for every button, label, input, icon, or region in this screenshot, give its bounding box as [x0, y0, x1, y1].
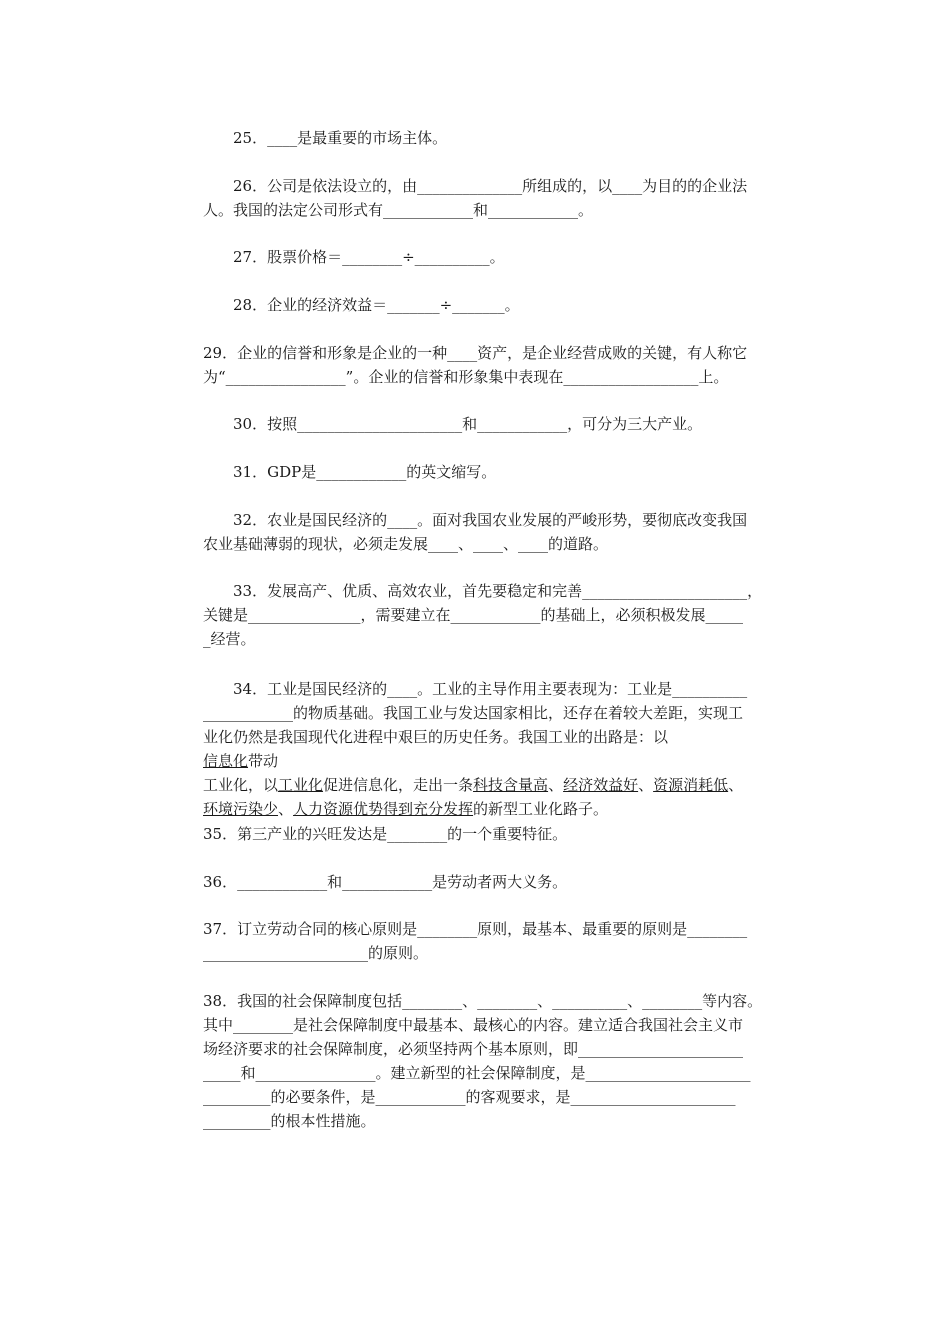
question-34 — [203, 677, 803, 821]
underlined-answer: 经济效益好 — [563, 776, 639, 794]
question-text: 38．我国的社会保障制度包括________、________、__________、________等内容。 — [203, 992, 763, 1010]
question-text: 34．工业是国民经济的____。工业的主导作用主要表现为：工业是__________ — [233, 680, 748, 698]
question-text: _经营。 — [203, 630, 256, 648]
question-text: 25．____是最重要的市场主体。 — [233, 129, 448, 147]
question-33 — [203, 579, 803, 651]
question-text: 30．按照______________________和____________，可分为三大产业。 — [233, 415, 703, 433]
question-text: 业化仍然是我国现代化进程中艰巨的历史任务。我国工业的出路是：以 — [203, 728, 669, 746]
question-text: ______________________的原则。 — [203, 944, 429, 962]
question-31 — [203, 460, 803, 484]
question-text: 的新型工业化路子。 — [473, 800, 609, 818]
underlined-answer: 人力资源优势得到充分发挥 — [293, 800, 474, 818]
underlined-answer: 工业化 — [278, 776, 324, 794]
question-text: 、 — [638, 776, 654, 794]
question-text: ____________的物质基础。我国工业与发达国家相比，还存在着较大差距，实现工 — [203, 704, 744, 722]
question-text: 29．企业的信誉和形象是企业的一种____资产，是企业经营成败的关键，有人称它 — [203, 344, 748, 362]
question-28 — [203, 293, 803, 317]
question-35 — [203, 822, 803, 846]
question-text: 工业化，以 — [203, 776, 279, 794]
question-25 — [203, 126, 803, 150]
question-text: 37．订立劳动合同的核心原则是________原则，最基本、最重要的原则是________ — [203, 920, 748, 938]
question-26 — [203, 174, 803, 222]
underlined-answer: 科技含量高 — [473, 776, 549, 794]
underlined-answer: 资源消耗低 — [653, 776, 729, 794]
question-text: 32．农业是国民经济的____。面对我国农业发展的严峻形势，要彻底改变我国 — [233, 511, 748, 529]
question-30 — [203, 412, 803, 436]
question-text: 、 — [278, 800, 294, 818]
question-text: 35．第三产业的兴旺发达是________的一个重要特征。 — [203, 825, 568, 843]
question-text: _________的根本性措施。 — [203, 1112, 376, 1130]
question-text: _________的必要条件，是____________的客观要求，是______________________ — [203, 1088, 736, 1106]
question-text: 为“________________”。企业的信誉和形象集中表现在__________________上。 — [203, 368, 729, 386]
underlined-answer: 环境污染少 — [203, 800, 279, 818]
question-text: 27．股票价格＝________÷__________。 — [233, 248, 505, 266]
question-text: _____和________________。建立新型的社会保障制度，是______________________ — [203, 1064, 751, 1082]
question-text: 36．____________和____________是劳动者两大义务。 — [203, 873, 568, 891]
question-27 — [203, 245, 803, 269]
question-38 — [203, 989, 803, 1133]
question-text: 其中________是社会保障制度中最基本、最核心的内容。建立适合我国社会主义市 — [203, 1016, 744, 1034]
question-text: 人。我国的法定公司形式有____________和____________。 — [203, 201, 594, 219]
question-text: 、 — [548, 776, 564, 794]
question-text: 26．公司是依法设立的，由______________所组成的，以____为目的的企业法 — [233, 177, 748, 195]
question-text: 场经济要求的社会保障制度，必须坚持两个基本原则，即______________________ — [203, 1040, 744, 1058]
question-text: 带动 — [248, 752, 279, 770]
question-text: 关键是_______________，需要建立在____________的基础上，必须积极发展_____ — [203, 606, 744, 624]
question-37 — [203, 917, 803, 965]
question-29 — [203, 341, 803, 389]
question-text: 33．发展高产、优质、高效农业，首先要稳定和完善______________________， — [233, 582, 763, 600]
question-text: 促进信息化，走出一条 — [323, 776, 474, 794]
underlined-answer: 信息化 — [203, 752, 249, 770]
question-text: 28．企业的经济效益＝_______÷_______。 — [233, 296, 520, 314]
question-text: 农业基础薄弱的现状，必须走发展____、____、____的道路。 — [203, 535, 609, 553]
question-text: 31．GDP是____________的英文缩写。 — [233, 463, 497, 481]
question-32 — [203, 508, 803, 556]
question-text: 、 — [728, 776, 744, 794]
question-36 — [203, 870, 803, 894]
